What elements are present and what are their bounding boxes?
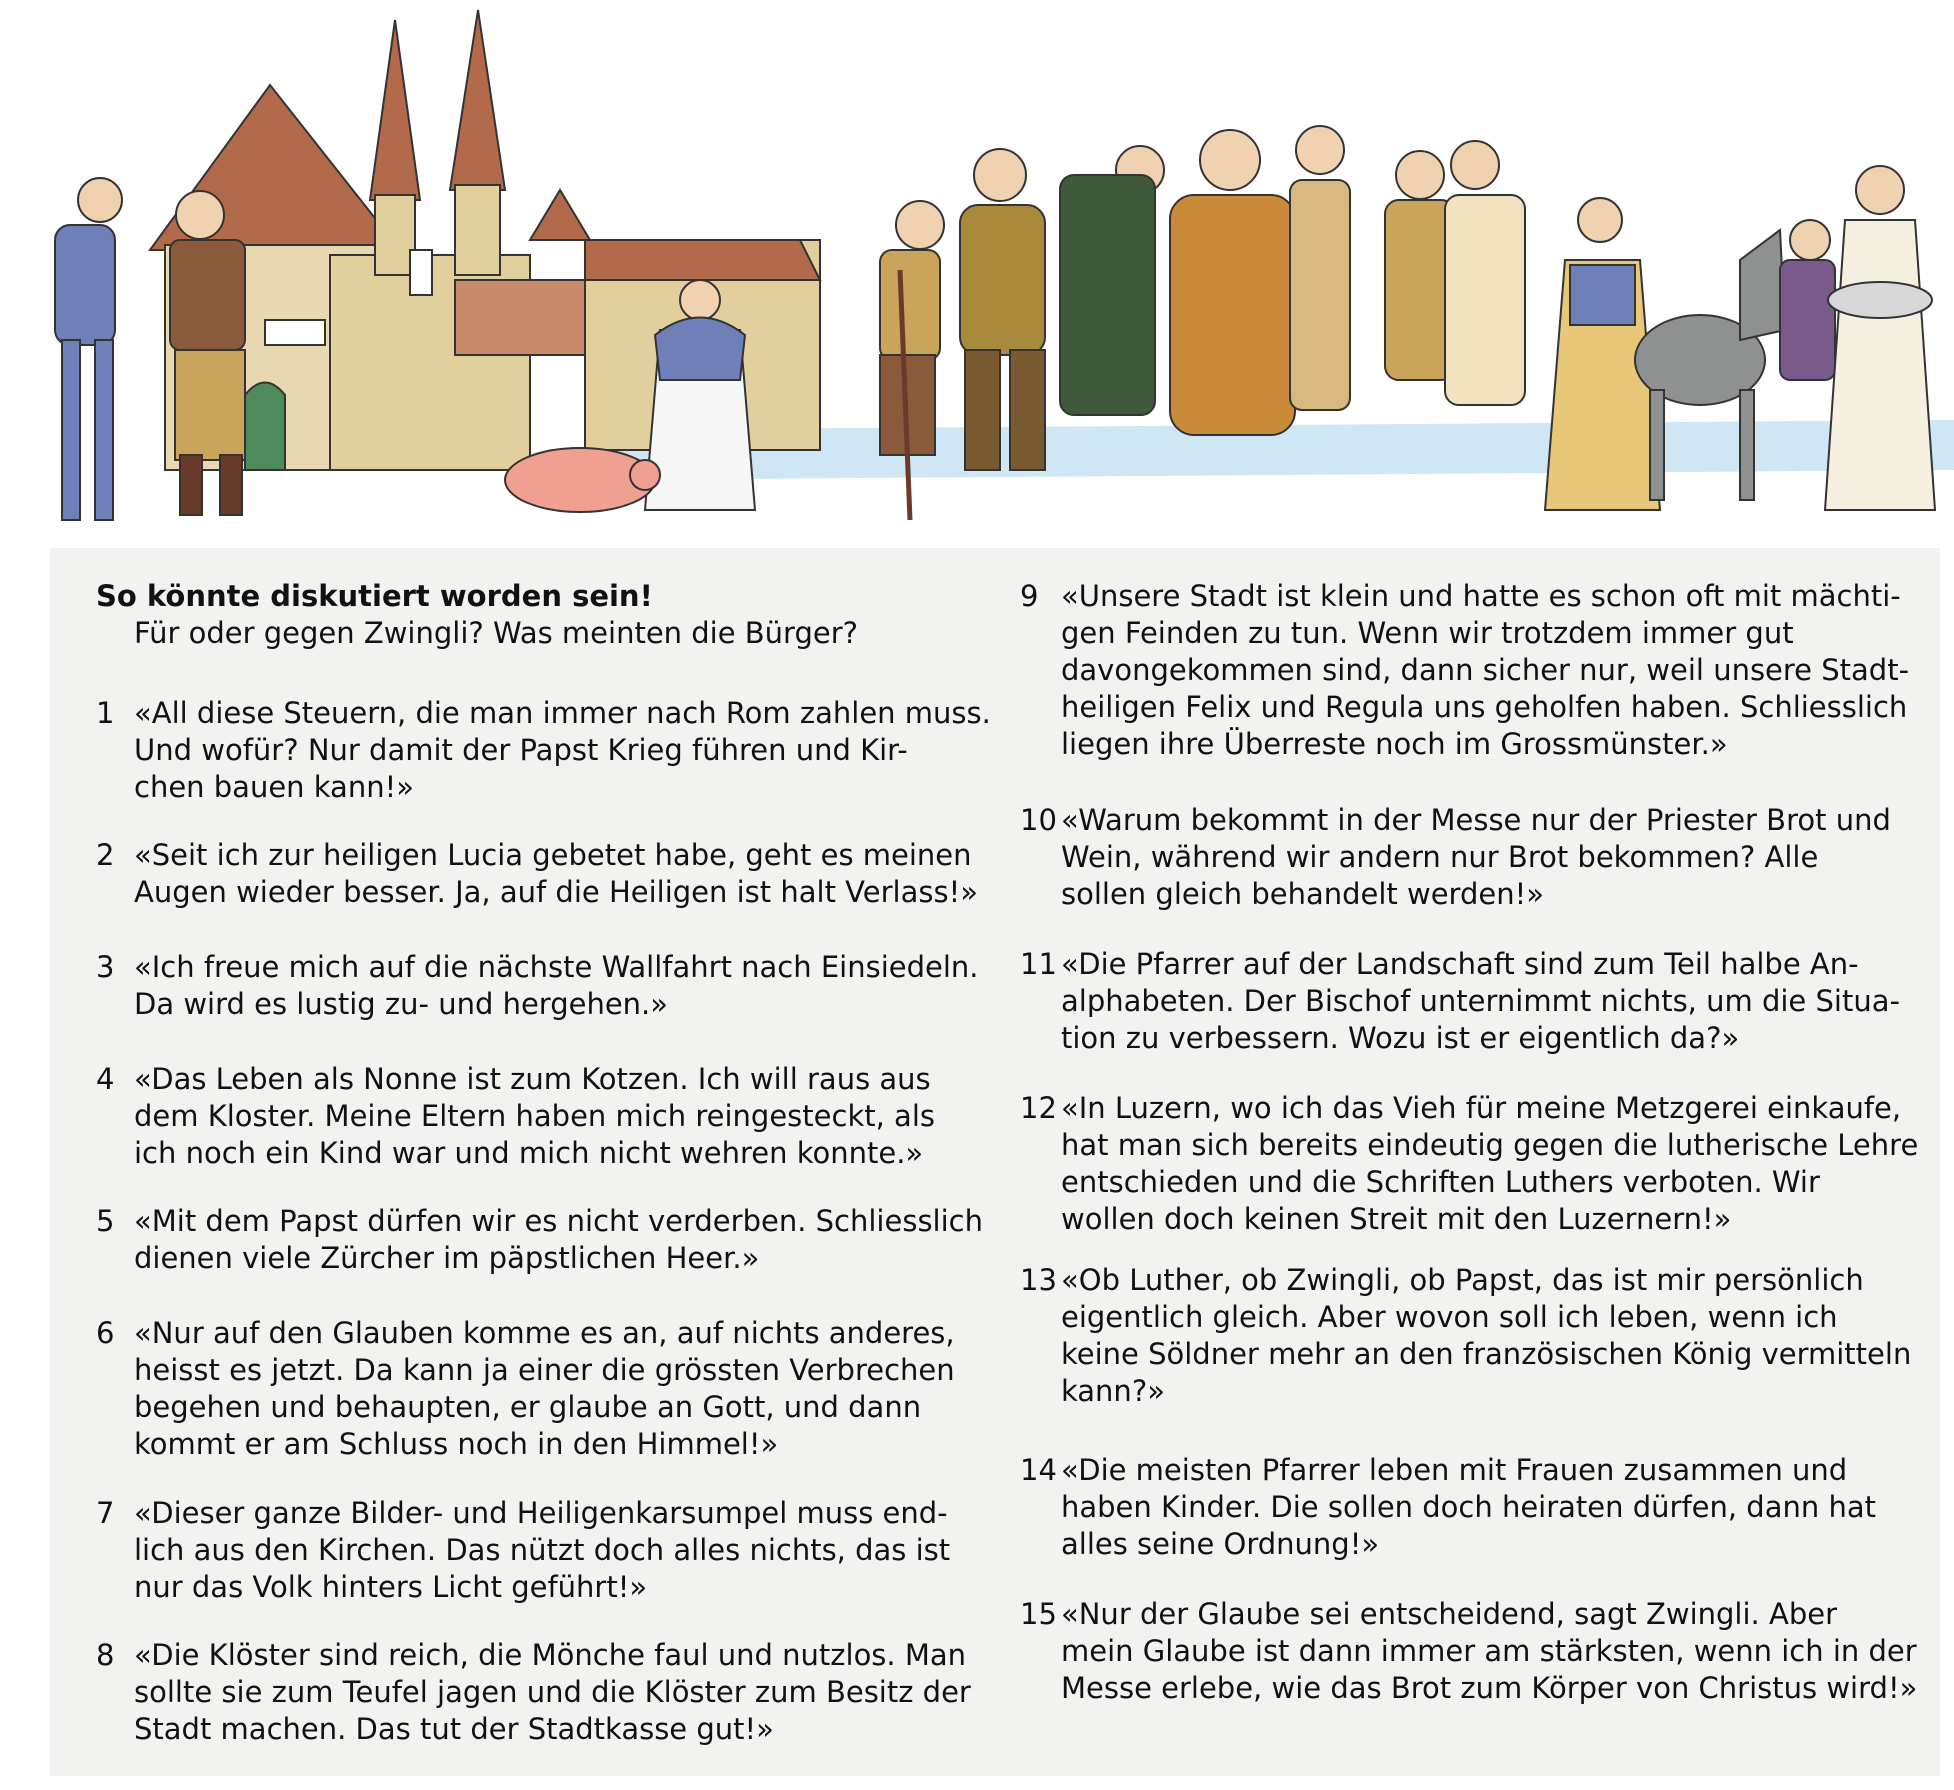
quote-text bbox=[1061, 1596, 1931, 1707]
quote-item bbox=[96, 1637, 996, 1748]
page-subtitle: Für oder gegen Zwingli? Was meinten die Bürger? bbox=[134, 616, 859, 650]
quote-line: sollte sie zum Teufel jagen und die Klöster zum Besitz der bbox=[134, 1675, 971, 1709]
quote-text bbox=[134, 949, 1004, 1023]
quote-number: 1 bbox=[96, 696, 115, 730]
quote-item bbox=[1020, 578, 1920, 763]
quote-item bbox=[1020, 946, 1920, 1057]
quote-item bbox=[1020, 1262, 1920, 1410]
quote-line: «Seit ich zur heiligen Lucia gebetet habe, geht es meinen bbox=[134, 838, 972, 872]
quote-item bbox=[96, 1203, 996, 1277]
quote-line: wollen doch keinen Streit mit den Luzernern!» bbox=[1061, 1202, 1732, 1236]
quote-text bbox=[134, 837, 1004, 911]
quote-line: kommt er am Schluss noch in den Himmel!» bbox=[134, 1427, 779, 1461]
quote-text bbox=[134, 1061, 1004, 1172]
header-illustration bbox=[0, 0, 1954, 545]
quote-number: 6 bbox=[96, 1316, 115, 1350]
quote-item bbox=[96, 1061, 996, 1172]
quote-text bbox=[1061, 1452, 1931, 1563]
page-title: So könnte diskutiert worden sein! bbox=[96, 579, 653, 613]
quote-line: «Nur der Glaube sei entscheidend, sagt Zwingli. Aber bbox=[1061, 1597, 1837, 1631]
quote-line: «Unsere Stadt ist klein und hatte es schon oft mit mächti- bbox=[1061, 579, 1901, 613]
quote-number: 9 bbox=[1020, 579, 1039, 613]
quote-text bbox=[134, 695, 1004, 806]
quote-number: 14 bbox=[1020, 1453, 1057, 1487]
quote-number: 10 bbox=[1020, 803, 1057, 837]
quote-line: «Ob Luther, ob Zwingli, ob Papst, das ist mir persönlich bbox=[1061, 1263, 1864, 1297]
quote-line: nur das Volk hinters Licht geführt!» bbox=[134, 1570, 648, 1604]
quote-line: eigentlich gleich. Aber wovon soll ich leben, wenn ich bbox=[1061, 1300, 1838, 1334]
quote-item bbox=[96, 949, 996, 1023]
quote-line: hat man sich bereits eindeutig gegen die lutherische Lehre bbox=[1061, 1128, 1919, 1162]
quote-line: liegen ihre Überreste noch im Grossmünster.» bbox=[1061, 727, 1728, 761]
quote-line: «Die Klöster sind reich, die Mönche faul und nutzlos. Man bbox=[134, 1638, 967, 1672]
quote-item bbox=[96, 1495, 996, 1606]
quote-text bbox=[1061, 946, 1931, 1057]
quote-line: «Mit dem Papst dürfen wir es nicht verderben. Schliesslich bbox=[134, 1204, 983, 1238]
quote-text bbox=[1061, 1262, 1931, 1410]
quote-line: «Warum bekommt in der Messe nur der Priester Brot und bbox=[1061, 803, 1891, 837]
quote-text bbox=[134, 1315, 1004, 1463]
quote-line: Messe erlebe, wie das Brot zum Körper von Christus wird!» bbox=[1061, 1671, 1918, 1705]
quote-item bbox=[96, 1315, 996, 1463]
quote-item bbox=[96, 695, 996, 806]
quote-line: davongekommen sind, dann sicher nur, weil unsere Stadt- bbox=[1061, 653, 1910, 687]
quote-line: Augen wieder besser. Ja, auf die Heiligen ist halt Verlass!» bbox=[134, 875, 978, 909]
quote-line: ich noch ein Kind war und mich nicht wehren konnte.» bbox=[134, 1136, 924, 1170]
quote-text bbox=[1061, 578, 1931, 763]
quote-text bbox=[134, 1495, 1004, 1606]
quote-line: sollen gleich behandelt werden!» bbox=[1061, 877, 1544, 911]
quote-line: dem Kloster. Meine Eltern haben mich reingesteckt, als bbox=[134, 1099, 935, 1133]
quote-item bbox=[1020, 802, 1920, 913]
quote-line: «Dieser ganze Bilder- und Heiligenkarsumpel muss end- bbox=[134, 1496, 948, 1530]
left-column bbox=[96, 578, 996, 652]
quote-number: 4 bbox=[96, 1062, 115, 1096]
quote-line: Stadt machen. Das tut der Stadtkasse gut!» bbox=[134, 1712, 774, 1746]
quote-line: chen bauen kann!» bbox=[134, 770, 414, 804]
quote-number: 2 bbox=[96, 838, 115, 872]
quote-line: lich aus den Kirchen. Das nützt doch alles nichts, das ist bbox=[134, 1533, 951, 1567]
quote-item bbox=[96, 837, 996, 911]
quote-line: «In Luzern, wo ich das Vieh für meine Metzgerei einkaufe, bbox=[1061, 1091, 1902, 1125]
quote-number: 7 bbox=[96, 1496, 115, 1530]
quote-number: 11 bbox=[1020, 947, 1057, 981]
quote-line: gen Feinden zu tun. Wenn wir trotzdem immer gut bbox=[1061, 616, 1794, 650]
quote-line: «Die Pfarrer auf der Landschaft sind zum Teil halbe An- bbox=[1061, 947, 1859, 981]
quote-line: keine Söldner mehr an den französischen König vermitteln bbox=[1061, 1337, 1912, 1371]
quote-line: «Das Leben als Nonne ist zum Kotzen. Ich will raus aus bbox=[134, 1062, 931, 1096]
quote-line: Da wird es lustig zu- und hergehen.» bbox=[134, 987, 669, 1021]
quote-number: 12 bbox=[1020, 1091, 1057, 1125]
quote-text bbox=[134, 1637, 1004, 1748]
quote-item bbox=[1020, 1452, 1920, 1563]
townspeople-illustration bbox=[0, 0, 1954, 545]
quote-line: begehen und behaupten, er glaube an Gott, und dann bbox=[134, 1390, 922, 1424]
quote-item bbox=[1020, 1090, 1920, 1238]
quote-line: Und wofür? Nur damit der Papst Krieg führen und Kir- bbox=[134, 733, 908, 767]
quote-line: «Die meisten Pfarrer leben mit Frauen zusammen und bbox=[1061, 1453, 1848, 1487]
quote-text bbox=[1061, 802, 1931, 913]
quote-line: Wein, während wir andern nur Brot bekommen? Alle bbox=[1061, 840, 1819, 874]
quote-line: heiligen Felix und Regula uns geholfen haben. Schliesslich bbox=[1061, 690, 1908, 724]
quote-line: dienen viele Zürcher im päpstlichen Heer.» bbox=[134, 1241, 760, 1275]
quote-line: tion zu verbessern. Wozu ist er eigentlich da?» bbox=[1061, 1021, 1740, 1055]
quote-number: 8 bbox=[96, 1638, 115, 1672]
quote-line: mein Glaube ist dann immer am stärksten, wenn ich in der bbox=[1061, 1634, 1917, 1668]
quote-number: 5 bbox=[96, 1204, 115, 1238]
quote-line: haben Kinder. Die sollen doch heiraten dürfen, dann hat bbox=[1061, 1490, 1876, 1524]
quote-line: heisst es jetzt. Da kann ja einer die grössten Verbrechen bbox=[134, 1353, 955, 1387]
quote-item bbox=[1020, 1596, 1920, 1707]
quote-line: kann?» bbox=[1061, 1374, 1165, 1408]
quote-line: «Nur auf den Glauben komme es an, auf nichts anderes, bbox=[134, 1316, 955, 1350]
quote-text bbox=[134, 1203, 1004, 1277]
quote-line: alles seine Ordnung!» bbox=[1061, 1527, 1380, 1561]
quote-line: «Ich freue mich auf die nächste Wallfahrt nach Einsiedeln. bbox=[134, 950, 979, 984]
quote-number: 15 bbox=[1020, 1597, 1057, 1631]
quote-text bbox=[1061, 1090, 1931, 1238]
quote-line: entschieden und die Schriften Luthers verboten. Wir bbox=[1061, 1165, 1820, 1199]
quote-line: alphabeten. Der Bischof unternimmt nichts, um die Situa- bbox=[1061, 984, 1900, 1018]
quote-line: «All diese Steuern, die man immer nach Rom zahlen muss. bbox=[134, 696, 991, 730]
quote-number: 3 bbox=[96, 950, 115, 984]
quote-number: 13 bbox=[1020, 1263, 1057, 1297]
